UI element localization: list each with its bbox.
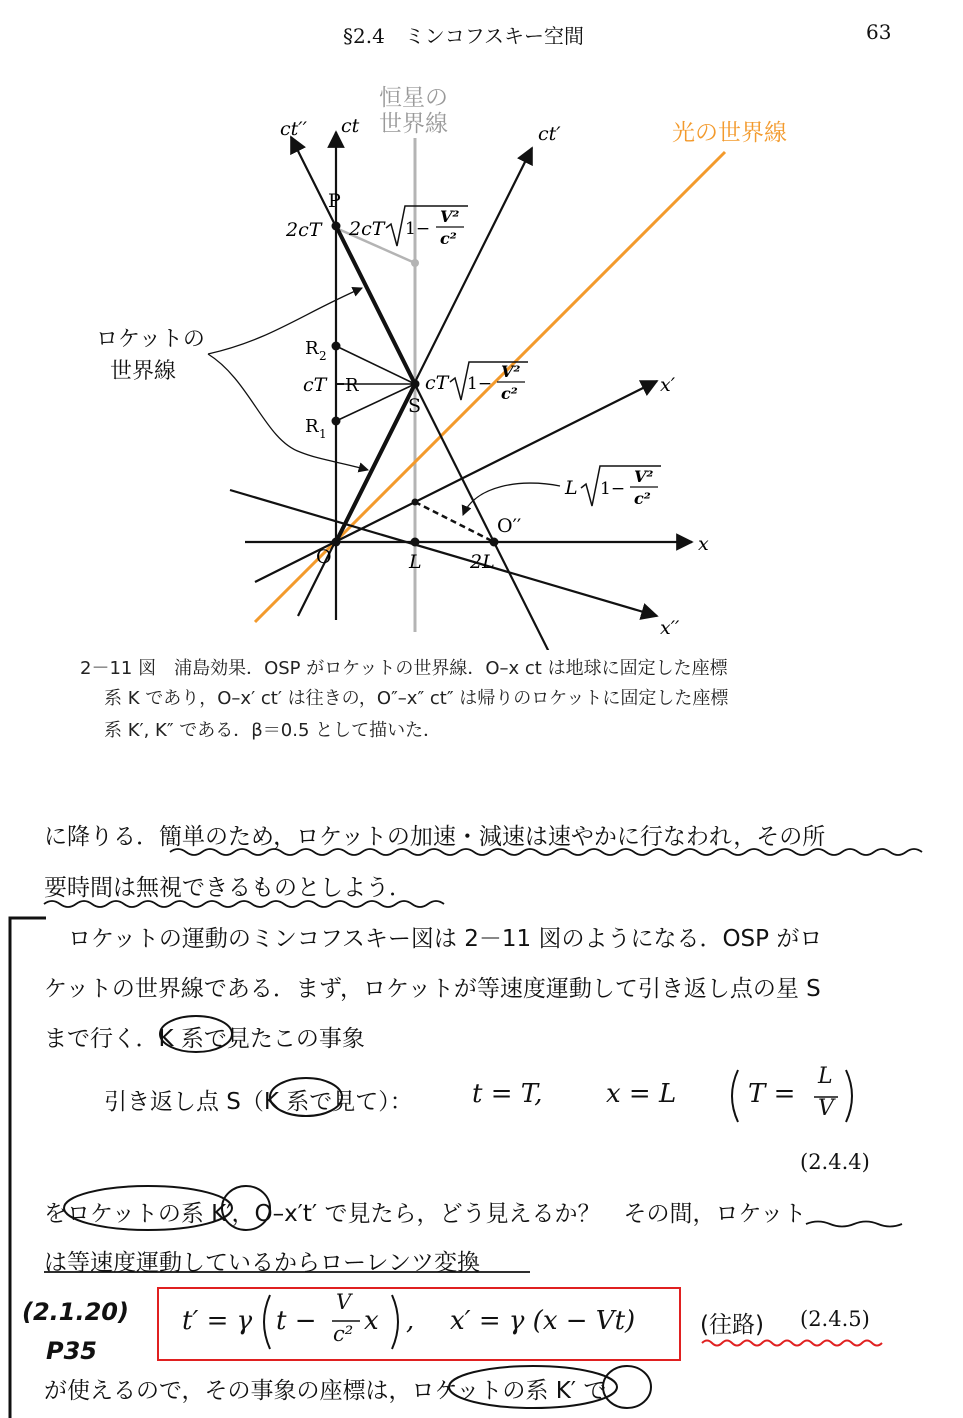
red-wavy-underline <box>700 1336 890 1350</box>
equation-1-x: x = L <box>606 1079 677 1109</box>
rocket-worldline-out <box>336 384 415 542</box>
svg-text:R: R <box>305 338 319 359</box>
handwritten-ref: (2.1.20) <box>22 1298 129 1326</box>
figure-caption-line-1: 2－11 図 浦島効果．OSP がロケットの世界線．O–x ct は地球に固定した座標 <box>80 658 728 679</box>
svg-text:P: P <box>328 190 341 212</box>
svg-text:2cT: 2cT <box>286 219 322 241</box>
svg-text:1−: 1− <box>405 219 431 239</box>
rocket-worldline-back <box>336 226 415 384</box>
svg-text:O: O <box>316 546 332 568</box>
svg-text:2L: 2L <box>470 551 495 573</box>
x-double-prime-axis <box>230 490 657 616</box>
equation-1-t: t = T, <box>472 1079 543 1109</box>
paragraph-2-line-3: まで行く．K 系で見たこの事象 <box>44 1026 365 1052</box>
equation-2-number: (2.4.5) <box>800 1307 870 1331</box>
equation-1-label: 引き返し点 S（K 系で見て）： <box>104 1089 413 1115</box>
paragraph-3-line-1: をロケットの系 K′，O–x′t′ で見たら，どう見えるか？ その間，ロケット <box>44 1201 807 1227</box>
figure-caption-line-3: 系 K′, K″ である．β＝0.5 として描いた． <box>104 720 442 741</box>
equation-2-xprime: x′ = γ (x − Vt) <box>450 1306 636 1336</box>
paragraph-1-line-1: に降りる．簡単のため，ロケットの加速・減速は速やかに行なわれ，その所 <box>44 824 826 850</box>
equation-2-x: x <box>364 1306 379 1336</box>
svg-text:L: L <box>409 551 422 573</box>
rocket-worldline-label-1: ロケットの <box>96 327 205 352</box>
equation-1-T: T = <box>748 1079 796 1109</box>
svg-text:1: 1 <box>319 427 327 441</box>
equation-2-c2: c² <box>333 1322 354 1346</box>
svg-text:cT: cT <box>425 372 449 394</box>
svg-text:x′′: x′′ <box>660 617 680 639</box>
svg-text:1−: 1− <box>467 374 493 394</box>
svg-text:R: R <box>305 416 319 437</box>
minkowski-diagram <box>0 60 963 650</box>
equation-1-number: (2.4.4) <box>800 1150 870 1174</box>
svg-text:c²: c² <box>501 384 518 403</box>
paragraph-4-line-1: が使えるので，その事象の座標は，ロケットの系 K′ で <box>44 1378 607 1404</box>
equation-2-tprime: t′ = γ <box>182 1306 253 1336</box>
page-number: 63 <box>866 20 892 44</box>
paragraph-3-line-2: は等速度運動しているからローレンツ変換 <box>44 1250 480 1276</box>
handwritten-circle-k2 <box>266 1074 346 1120</box>
svg-text:S: S <box>408 395 422 417</box>
svg-text:ct′′: ct′′ <box>280 118 307 140</box>
svg-text:V²: V² <box>440 207 460 226</box>
svg-text:cT: cT <box>303 374 327 396</box>
equation-2-t-minus: t − <box>276 1306 317 1336</box>
paragraph-1-line-2: 要時間は無視できるものとしよう． <box>44 875 412 901</box>
svg-text:x′: x′ <box>660 374 676 396</box>
svg-text:ct: ct <box>341 115 360 137</box>
light-worldline-label: 光の世界線 <box>672 120 787 146</box>
paragraph-2-line-2: ケットの世界線である．まず，ロケットが等速度運動して引き返し点の星 S <box>44 976 821 1002</box>
section-header: §2.4 ミンコフスキー空間 <box>343 24 585 48</box>
handwritten-marks-p3 <box>0 1180 963 1280</box>
star-worldline-label-1: 恒星の <box>379 85 448 111</box>
figure-caption-line-2: 系 K であり，O–x′ ct′ は往きの，O″–x″ ct″ は帰りのロケットに固定した座標 <box>104 688 729 709</box>
svg-text:x: x <box>698 533 709 555</box>
handwritten-circle-k3 <box>445 1362 665 1412</box>
equation-2-note: (往路) <box>700 1312 764 1338</box>
svg-text:ct′: ct′ <box>538 123 561 145</box>
svg-text:c²: c² <box>634 489 651 508</box>
svg-text:V²: V² <box>634 467 654 486</box>
handwritten-page: P35 <box>46 1337 97 1365</box>
svg-text:R: R <box>345 375 359 396</box>
svg-text:c²: c² <box>440 229 457 248</box>
paragraph-2-line-1: ロケットの運動のミンコフスキー図は 2－11 図のようになる．OSP がロ <box>68 926 823 952</box>
handwritten-circle-k1 <box>156 1012 236 1056</box>
svg-text:2: 2 <box>319 349 327 363</box>
handwritten-underline-1 <box>0 840 963 920</box>
equation-2-comma: , <box>406 1306 415 1336</box>
equation-2-V: V <box>336 1290 352 1314</box>
star-worldline-label-2: 世界線 <box>379 111 448 137</box>
svg-text:2cT: 2cT <box>349 218 385 240</box>
svg-text:1−: 1− <box>600 479 626 499</box>
equation-1-V: V <box>818 1096 834 1121</box>
svg-text:V²: V² <box>501 362 521 381</box>
equation-1-L: L <box>818 1064 833 1089</box>
svg-text:L: L <box>565 477 578 499</box>
rocket-worldline-label-2: 世界線 <box>110 359 177 384</box>
svg-text:O′′: O′′ <box>497 515 522 537</box>
